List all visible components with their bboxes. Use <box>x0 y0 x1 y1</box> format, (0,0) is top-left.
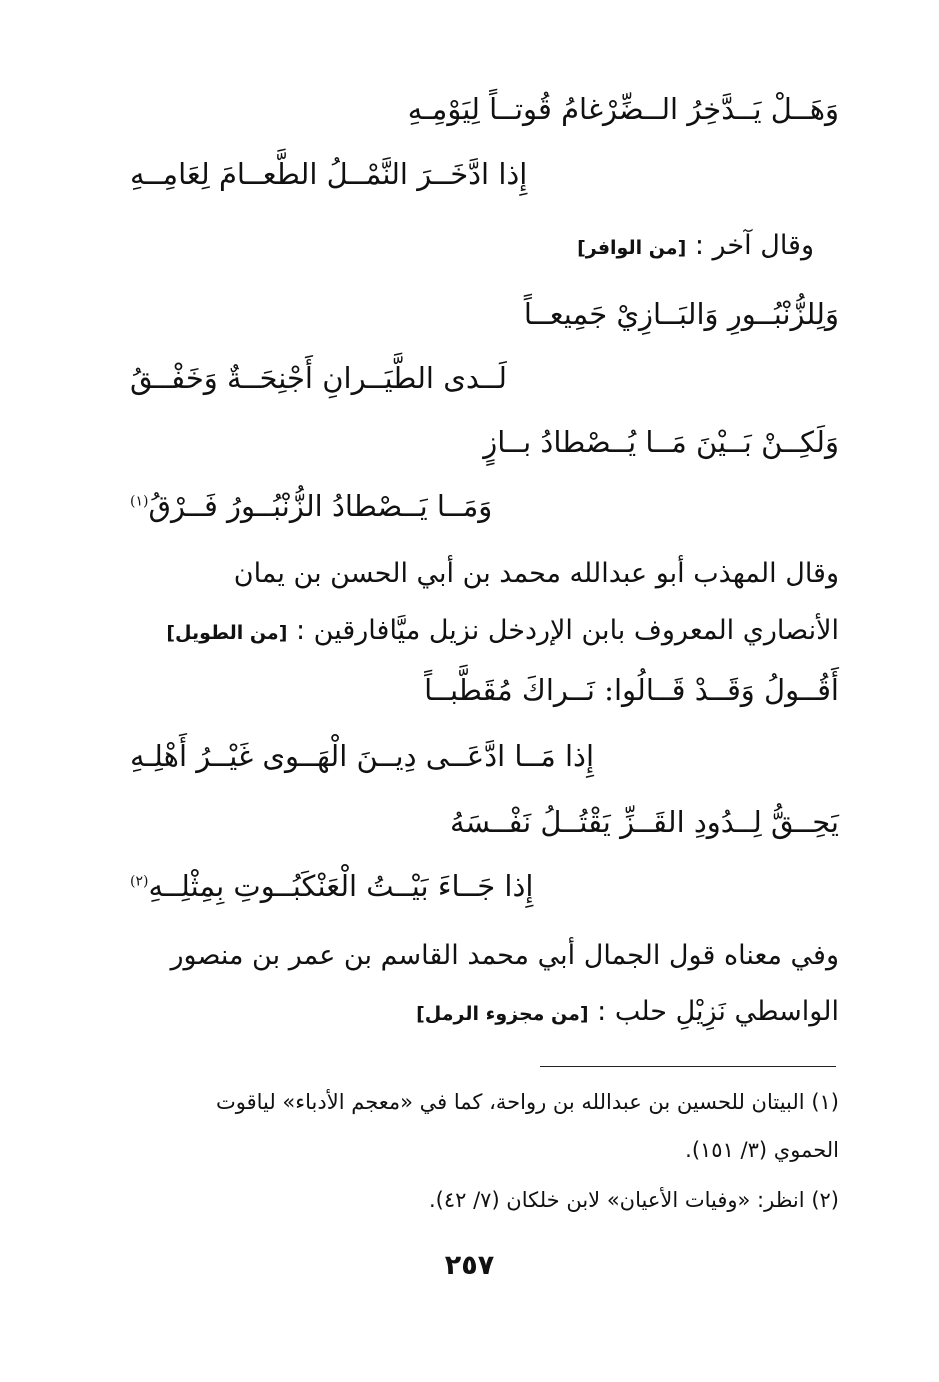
intro-text: وقال آخر : <box>694 230 814 261</box>
intro-jamal-line-2 <box>416 998 839 1025</box>
footnote-text: البيتان للحسين بن عبدالله بن رواحة، كما في «معجم الأدباء» لياقوت <box>215 1090 805 1114</box>
footnote-2 <box>429 1188 839 1212</box>
verse-line-6 <box>130 489 493 523</box>
footnote-text: انظر: «وفيات الأعيان» لابن خلكان (٧/ ٤٢). <box>428 1188 805 1212</box>
footnote-separator <box>540 1066 836 1067</box>
verse-line-1: وَهَــلْ يَــدَّخِرُ الــضِّرْغامُ قُوتــاً لِيَوْمِـهِ <box>407 92 839 126</box>
verse-text: إِذا جَــاءَ بَيْــتُ الْعَنْكَبُــوتِ بِمِثْلِــهِ <box>148 869 534 903</box>
footnote-ref-1: (١) <box>130 493 149 510</box>
verse-line-9: يَحِــقُّ لِــدُودِ القَــزِّ يَقْتُــلُ نَفْــسَهُ <box>450 805 839 839</box>
verse-line-4: لَــدى الطَّيَــرانِ أَجْنِحَــةٌ وَخَفْــقُ <box>130 361 507 395</box>
intro-text: الأنصاري المعروف بابن الإردخل نزيل ميَّافارقين : <box>295 615 839 646</box>
footnote-1-line-1 <box>216 1090 839 1114</box>
intro-jamal-line-1: وفي معناه قول الجمال أبي محمد القاسم بن عمر بن منصور <box>170 940 839 971</box>
intro-muhadhdhab-line-1: وقال المهذب أبو عبدالله محمد بن أبي الحسن بن يمان <box>233 558 839 589</box>
footnote-number: (٢) <box>811 1188 839 1212</box>
verse-line-2: إِذا ادَّخَــرَ النَّمْــلُ الطَّعــامَ لِعَامِــهِ <box>130 157 528 191</box>
intro-muhadhdhab-line-2 <box>166 617 839 644</box>
footnote-number: (١) <box>811 1090 839 1114</box>
meter-label: [من مجزوء الرمل] <box>416 1003 589 1025</box>
verse-line-10 <box>130 869 534 903</box>
footnote-ref-2: (٢) <box>130 873 149 890</box>
verse-text: وَمَــا يَــصْطادُ الزُّنْبُــورُ فَــرْقُ <box>148 489 493 523</box>
verse-line-8: إِذا مَــا ادَّعَــى دِيــنَ الْهَــوى غَيْــرُ أَهْلِـهِ <box>130 739 595 773</box>
meter-label: [من الوافر] <box>577 237 687 259</box>
intro-another-poet <box>577 232 814 259</box>
page-number: ٢٥٧ <box>444 1250 495 1281</box>
meter-label: [من الطويل] <box>166 622 288 644</box>
footnote-1-line-2: الحموي (٣/ ١٥١). <box>685 1138 839 1162</box>
verse-line-3: وَلِلزُّنْبُــورِ وَالبَــازِيْ جَمِيعــاً <box>523 297 839 331</box>
verse-line-7: أَقُــولُ وَقَــدْ قَــالُوا: نَــراكَ مُقَطَّبــاً <box>424 673 839 707</box>
intro-text: الواسطي نَزِيْلِ حلب : <box>597 996 839 1027</box>
verse-line-5: وَلَكِــنْ بَــيْنَ مَــا يُــصْطادُ بــازٍ <box>483 425 839 459</box>
